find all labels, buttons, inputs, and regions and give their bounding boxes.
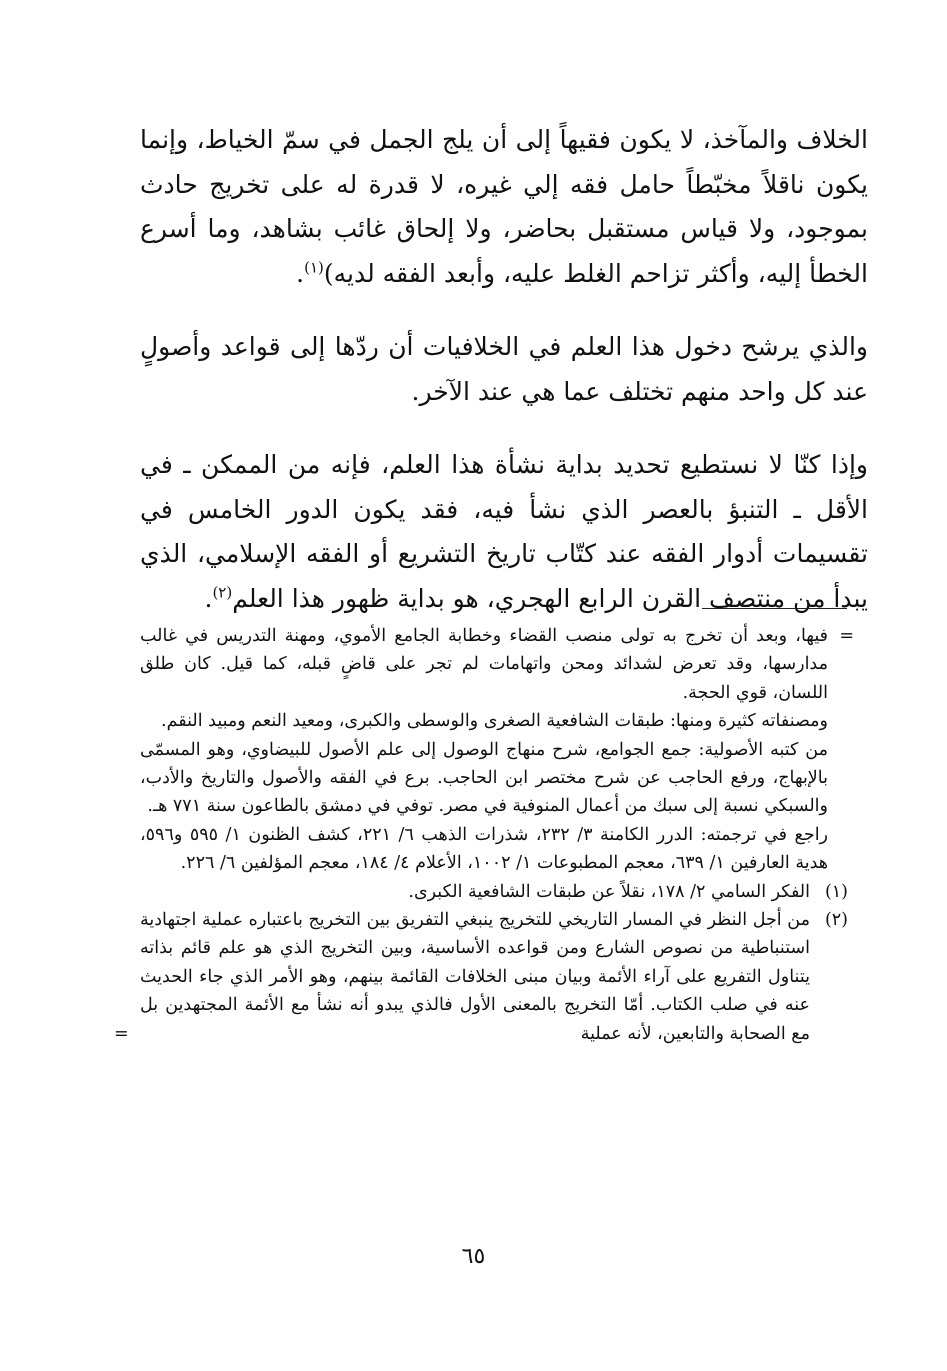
footnote-1-text: الفكر السامي ٢/ ١٧٨، نقلاً عن طبقات الشافعية الكبرى. bbox=[408, 881, 810, 902]
paragraph-3 bbox=[140, 443, 868, 621]
continuation-next-mark: = bbox=[114, 1023, 129, 1044]
paragraph-1-text: الخلاف والمآخذ، لا يكون فقيهاً إلى أن يلج الجمل في سمّ الخياط، وإنما يكون ناقلاً مخبّطاً حامل فقه إلي غيره، لا قدرة له على تخريج حادث بموجود، ولا قياس مستقبل بحاضر، ولا إلحاق غائب بشاهد، وما أسرع الخطأ إليه، وأكثر تزاحم الغلط عليه، وأبعد الفقه لديه) bbox=[140, 125, 868, 288]
footnotes bbox=[114, 622, 854, 1048]
footnote-separator bbox=[702, 608, 847, 609]
paragraph-3-text: وإذا كنّا لا نستطيع تحديد بداية نشأة هذا العلم، فإنه من الممكن ـ في الأقل ـ التنبؤ بالعصر الذي نشأ فيه، فقد يكون الدور الخامس في تقسيمات أدوار الفقه عند كتّاب تاريخ التشريع أو الفقه الإسلامي، الذي يبدأ من منتصف القرن الرابع الهجري، هو بداية ظهور هذا العلم bbox=[140, 450, 868, 613]
footnote-continued-3: من كتبه الأصولية: جمع الجوامع، شرح منهاج الوصول إلى علم الأصول للبيضاوي، وهو المسمّى بالإبهاج، ورفع الحاجب عن شرح مختصر ابن الحاجب. برع في الفقه والأصول والتاريخ والأدب، والسبكي نسبة إلى سبك من أعمال المنوفية في مصر. توفي في دمشق بالطاعون سنة ٧٧١ هـ. bbox=[140, 739, 828, 817]
footnote-2 bbox=[114, 906, 848, 1048]
footnote-continued-1 bbox=[140, 622, 854, 707]
footnote-ref-2: (٢) bbox=[212, 583, 233, 602]
footnote-2-number: (٢) bbox=[824, 910, 848, 931]
paragraph-1-end: . bbox=[296, 258, 305, 288]
paragraph-2: والذي يرشح دخول هذا العلم في الخلافيات أن ردّها إلى قواعد وأصولٍ عند كل واحد منهم تختلف عما هي عند الآخر. bbox=[140, 332, 868, 406]
paragraph-3-end: . bbox=[204, 583, 213, 613]
main-text bbox=[140, 118, 868, 621]
footnote-1 bbox=[140, 878, 848, 906]
footnote-1-number: (١) bbox=[824, 881, 848, 902]
paragraph-1 bbox=[140, 118, 868, 296]
footnote-ref-1: (١) bbox=[304, 258, 324, 277]
continuation-mark: = bbox=[839, 626, 854, 646]
footnote-continued-2: ومصنفاته كثيرة ومنها: طبقات الشافعية الصغرى والوسطى والكبرى، ومعيد النعم ومبيد النقم. bbox=[161, 711, 828, 732]
page-number: ٦٥ bbox=[461, 1244, 486, 1269]
footnote-continued-4: راجع في ترجمته: الدرر الكامنة ٣/ ٢٣٢، شذرات الذهب ٦/ ٢٢١، كشف الظنون ١/ ٥٩٥ و٥٩٦، هدية العارفين ١/ ٦٣٩، معجم المطبوعات ١/ ١٠٠٢، الأعلام ٤/ ١٨٤، معجم المؤلفين ٦/ ٢٢٦. bbox=[140, 824, 829, 874]
footnote-continued-1-text: فيها، وبعد أن تخرج به تولى منصب القضاء وخطابة الجامع الأموي، ومهنة التدريس في غالب مدارسها، وقد تعرض لشدائد ومحن واتهامات لم تجر على قاضٍ قبله، كما قيل. كان طلق اللسان، قوي الحجة. bbox=[140, 626, 828, 703]
footnote-2-text: من أجل النظر في المسار التاريخي للتخريج ينبغي التفريق بين التخريج باعتباره عملية اجتهادية استنباطية من نصوص الشارع ومن قواعده الأساسية، وبين التخريج الذي هو علم قائم بذاته يتناول التفريع على آراء الأئمة وبيان مبنى الخلافات القائمة بينهم، وهو الأمر الذي جاء الحديث عنه في صلب الكتاب. أمّا التخريج بالمعنى الأول فالذي يبدو أنه نشأ مع الأئمة المجتهدين بل مع الصحابة والتابعين، لأنه عملية bbox=[140, 910, 810, 1044]
